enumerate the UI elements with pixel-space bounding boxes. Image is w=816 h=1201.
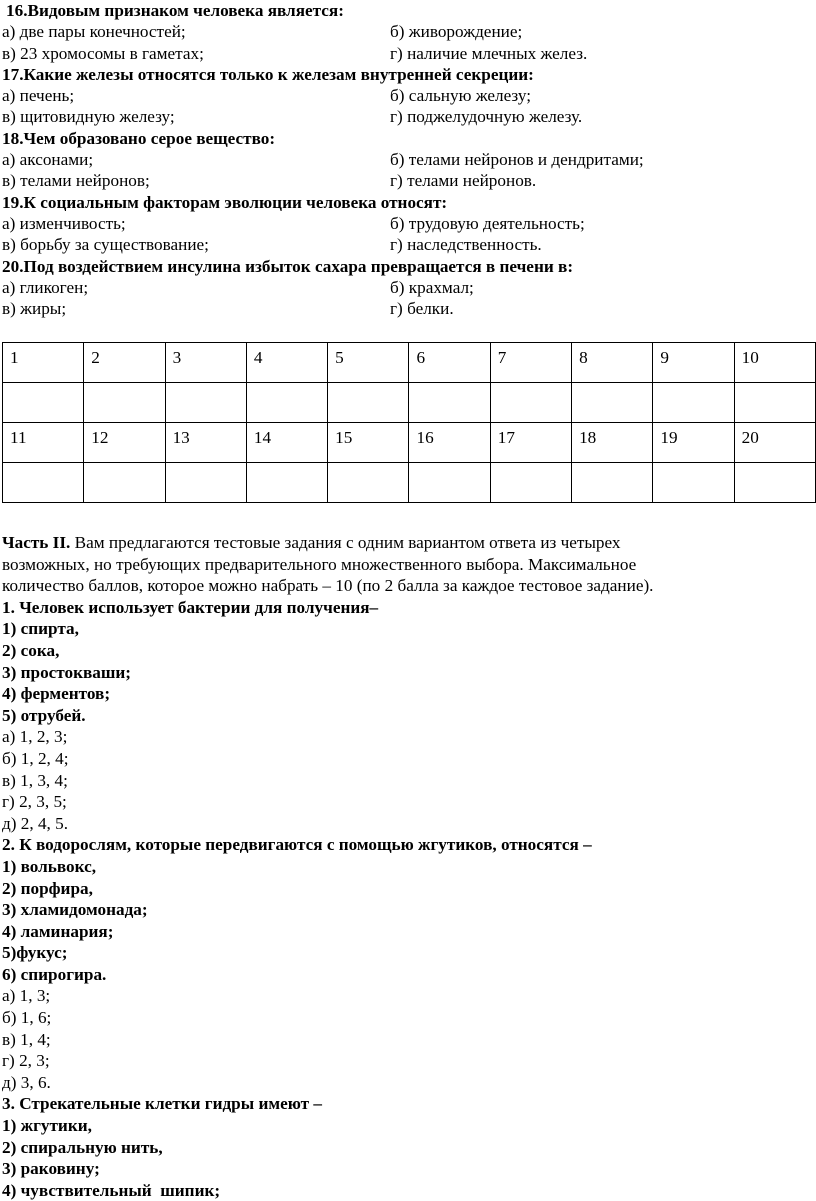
answer-input-cell[interactable]	[572, 463, 653, 503]
answer-number-cell: 2	[84, 343, 165, 383]
p2-question-1-item: 3) простокваши;	[2, 662, 132, 682]
question-17-options-row2: в) щитовидную железу; г) поджелудочную железу.	[2, 107, 583, 127]
answer-number-cell: 5	[328, 343, 409, 383]
p2-question-2-item: 2) порфира,	[2, 878, 93, 898]
answer-input-cell[interactable]	[653, 383, 734, 423]
answer-number-cell: 12	[84, 423, 165, 463]
question-17-options-row1: а) печень; б) сальную железу;	[2, 86, 531, 106]
answer-input-cell[interactable]	[328, 463, 409, 503]
question-17-title: 17.Какие железы относятся только к железам внутренней секреции:	[2, 64, 534, 84]
part2-intro-line-3: количество баллов, которое можно набрать – 10 (по 2 балла за каждое тестовое задание).	[2, 576, 654, 596]
answer-number-cell: 11	[3, 423, 84, 463]
p2-question-2-item: 4) ламинария;	[2, 921, 114, 941]
answer-number-cell: 10	[734, 343, 815, 383]
question-16-options-row1: а) две пары конечностей; б) живорождение;	[2, 22, 523, 42]
answer-number-cell: 7	[490, 343, 571, 383]
part2-section	[2, 532, 814, 1201]
answer-number-cell: 14	[246, 423, 327, 463]
p2-question-2-option: д) 3, 6.	[2, 1072, 51, 1092]
p2-question-3-item: 4) чувствительный шипик;	[2, 1180, 221, 1200]
answer-number-cell: 19	[653, 423, 734, 463]
p2-question-1-item: 2) сока,	[2, 640, 60, 660]
answer-input-cell[interactable]	[246, 463, 327, 503]
answer-input-cell[interactable]	[490, 463, 571, 503]
answer-input-cell[interactable]	[246, 383, 327, 423]
answer-table	[2, 342, 816, 503]
answer-input-cell[interactable]	[84, 383, 165, 423]
p2-question-1-option: а) 1, 2, 3;	[2, 727, 68, 747]
answer-input-cell[interactable]	[734, 463, 815, 503]
p2-question-1-option: г) 2, 3, 5;	[2, 792, 67, 812]
p2-question-2-option: б) 1, 6;	[2, 1008, 52, 1028]
part2-intro-line-1: Часть II. Вам предлагаются тестовые задания с одним вариантом ответа из четырех	[2, 533, 621, 552]
part2-heading: Часть II.	[2, 533, 71, 552]
p2-question-2-option: а) 1, 3;	[2, 986, 51, 1006]
answer-number-cell: 18	[572, 423, 653, 463]
answer-input-cell[interactable]	[3, 463, 84, 503]
part2-intro-line-2: возможных, но требующих предварительного множественного выбора. Максимальное	[2, 554, 637, 574]
answer-input-cell[interactable]	[653, 463, 734, 503]
answer-number-cell: 20	[734, 423, 815, 463]
question-16-options-row2: в) 23 хромосомы в гаметах; г) наличие млечных желез.	[2, 43, 588, 63]
p2-question-2-option: г) 2, 3;	[2, 1051, 50, 1071]
answer-number-cell: 3	[165, 343, 246, 383]
p2-question-3-item: 2) спиральную нить,	[2, 1137, 163, 1157]
part2-intro	[2, 532, 814, 597]
answer-input-cell[interactable]	[734, 383, 815, 423]
p2-question-1-item: 1) спирта,	[2, 619, 79, 639]
p2-question-1-option: в) 1, 3, 4;	[2, 770, 68, 790]
p2-question-2-option: в) 1, 4;	[2, 1029, 51, 1049]
question-18-options-row2: в) телами нейронов; г) телами нейронов.	[2, 171, 537, 191]
answer-input-cell[interactable]	[84, 463, 165, 503]
answer-input-cell[interactable]	[3, 383, 84, 423]
question-19-options-row1: а) изменчивость; б) трудовую деятельность;	[2, 213, 585, 233]
p2-question-2-item: 3) хламидомонада;	[2, 900, 148, 920]
answer-number-cell: 9	[653, 343, 734, 383]
p2-question-1-title: 1. Человек использует бактерии для получения–	[2, 597, 379, 617]
answer-number-cell: 17	[490, 423, 571, 463]
p2-question-1-option: б) 1, 2, 4;	[2, 748, 69, 768]
answer-table-input-row-2	[3, 463, 816, 503]
question-20-title: 20.Под воздействием инсулина избыток сахара превращается в печени в:	[2, 256, 574, 276]
answer-number-cell: 15	[328, 423, 409, 463]
answer-number-cell: 6	[409, 343, 490, 383]
answer-table-header-row-2	[3, 423, 816, 463]
p2-question-3-item: 3) раковину;	[2, 1159, 100, 1179]
answer-number-cell: 8	[572, 343, 653, 383]
answer-input-cell[interactable]	[165, 463, 246, 503]
question-18-title: 18.Чем образовано серое вещество:	[2, 128, 276, 148]
answer-input-cell[interactable]	[409, 463, 490, 503]
question-20-options-row1: а) гликоген; б) крахмал;	[2, 277, 474, 297]
p2-question-3-item: 1) жгутики,	[2, 1116, 92, 1136]
answer-number-cell: 16	[409, 423, 490, 463]
p2-question-2-item: 6) спирогира.	[2, 964, 107, 984]
question-20-options-row2: в) жиры; г) белки.	[2, 299, 454, 319]
question-18-options-row1: а) аксонами; б) телами нейронов и дендритами;	[2, 150, 644, 170]
p2-question-2-title: 2. К водорослям, которые передвигаются с помощью жгутиков, относятся –	[2, 835, 592, 855]
p2-question-2-item: 5)фукус;	[2, 943, 68, 963]
answer-input-cell[interactable]	[572, 383, 653, 423]
question-19-options-row2: в) борьбу за существование; г) наследственность.	[2, 235, 542, 255]
question-16-title: 16.Видовым признаком человека является:	[6, 1, 344, 20]
answer-number-cell: 4	[246, 343, 327, 383]
answer-input-cell[interactable]	[409, 383, 490, 423]
question-19-title: 19.К социальным факторам эволюции человека относят:	[2, 192, 448, 212]
answer-table-header-row-1	[3, 343, 816, 383]
p2-question-1-option: д) 2, 4, 5.	[2, 813, 69, 833]
answer-number-cell: 13	[165, 423, 246, 463]
answer-input-cell[interactable]	[490, 383, 571, 423]
answer-input-cell[interactable]	[328, 383, 409, 423]
p2-question-3-title: 3. Стрекательные клетки гидры имеют –	[2, 1094, 322, 1114]
p2-question-1-item: 5) отрубей.	[2, 705, 86, 725]
answer-input-cell[interactable]	[165, 383, 246, 423]
p2-question-2-item: 1) вольвокс,	[2, 856, 97, 876]
answer-table-input-row-1	[3, 383, 816, 423]
part1-questions	[2, 0, 814, 319]
p2-question-1-item: 4) ферментов;	[2, 684, 111, 704]
answer-number-cell: 1	[3, 343, 84, 383]
